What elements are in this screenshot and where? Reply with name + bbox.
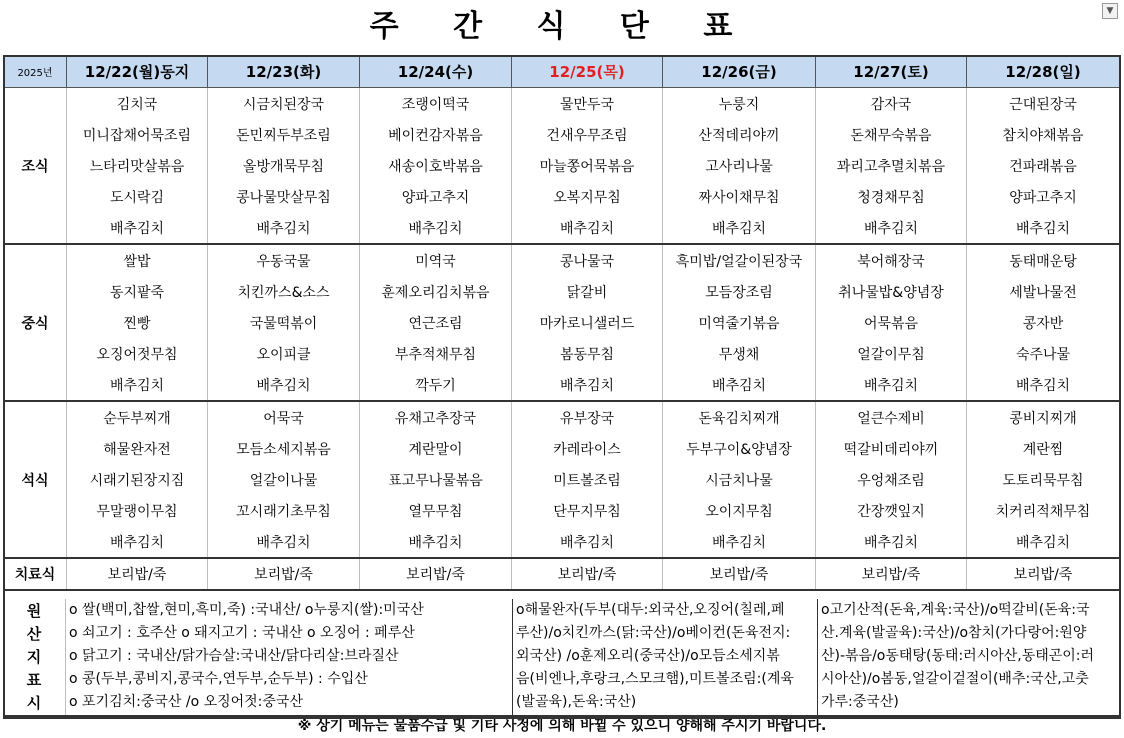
menu-cell: 조랭이떡국	[360, 88, 512, 120]
menu-cell: 고사리나물	[663, 150, 816, 181]
header-row	[4, 56, 1120, 88]
day-header: 12/24(수)	[360, 56, 512, 88]
origin-col-2	[513, 599, 818, 715]
menu-cell: 미역국	[360, 244, 512, 276]
menu-cell: 무말랭이무침	[67, 495, 208, 526]
menu-cell: 근대된장국	[967, 88, 1120, 120]
menu-cell: 시금치나물	[663, 464, 816, 495]
menu-cell: 해물완자전	[67, 433, 208, 464]
origin-line: 외국산) /o훈제오리(중국산)/o모듬소세지볶	[516, 648, 780, 664]
table-row	[4, 495, 1120, 526]
menu-cell: 시금치된장국	[208, 88, 360, 120]
origin-line: 음(비엔나,후랑크,스모크햄),미트볼조림:(계육	[516, 671, 794, 687]
menu-cell: 북어해장국	[816, 244, 967, 276]
therapy-row	[4, 558, 1120, 590]
menu-cell: 어묵국	[208, 401, 360, 433]
menu-cell: 건파래볶음	[967, 150, 1120, 181]
menu-cell: 부추적채무침	[360, 338, 512, 369]
menu-cell: 보리밥/죽	[967, 558, 1120, 590]
menu-cell: 콩자반	[967, 307, 1120, 338]
menu-cell: 보리밥/죽	[816, 558, 967, 590]
menu-cell: 시래기된장지짐	[67, 464, 208, 495]
menu-cell: 배추김치	[967, 369, 1120, 401]
menu-cell: 참치야채볶음	[967, 119, 1120, 150]
menu-cell: 카레라이스	[512, 433, 663, 464]
menu-cell: 보리밥/죽	[663, 558, 816, 590]
menu-cell: 배추김치	[67, 369, 208, 401]
menu-cell: 치킨까스&소스	[208, 276, 360, 307]
menu-cell: 돈민찌두부조림	[208, 119, 360, 150]
menu-cell: 우동국물	[208, 244, 360, 276]
menu-cell: 무생채	[663, 338, 816, 369]
menu-cell: 보리밥/죽	[512, 558, 663, 590]
menu-cell: 순두부찌개	[67, 401, 208, 433]
menu-cell: 취나물밥&양념장	[816, 276, 967, 307]
menu-cell: 돈육김치찌개	[663, 401, 816, 433]
origin-line: 산)-볶음/o동태탕(동태:러시아산,동태곤이:러	[821, 648, 1095, 664]
menu-cell: 감자국	[816, 88, 967, 120]
menu-cell: 배추김치	[663, 212, 816, 244]
table-row	[4, 150, 1120, 181]
menu-cell: 배추김치	[512, 526, 663, 558]
menu-cell: 배추김치	[967, 212, 1120, 244]
menu-cell: 봄동무침	[512, 338, 663, 369]
menu-cell: 치커리적채무침	[967, 495, 1120, 526]
menu-cell: 세발나물전	[967, 276, 1120, 307]
menu-cell: 국물떡볶이	[208, 307, 360, 338]
table-row	[4, 212, 1120, 244]
menu-cell: 닭갈비	[512, 276, 663, 307]
menu-cell: 미트볼조림	[512, 464, 663, 495]
menu-cell: 계란말이	[360, 433, 512, 464]
menu-cell: 보리밥/죽	[360, 558, 512, 590]
menu-cell: 유부장국	[512, 401, 663, 433]
table-row	[4, 369, 1120, 401]
table-row	[4, 276, 1120, 307]
table-row	[4, 526, 1120, 558]
meal-label-lunch: 중식	[4, 244, 67, 401]
origin-section	[3, 599, 1119, 717]
menu-cell: 건새우무조림	[512, 119, 663, 150]
menu-cell: 청경채무침	[816, 181, 967, 212]
menu-cell: 콩나물국	[512, 244, 663, 276]
menu-cell: 도토리묵무침	[967, 464, 1120, 495]
menu-cell: 표고무나물볶음	[360, 464, 512, 495]
menu-cell: 콩비지찌개	[967, 401, 1120, 433]
day-header: 12/28(일)	[967, 56, 1120, 88]
menu-cell: 짜사이채무침	[663, 181, 816, 212]
menu-cell: 오이피클	[208, 338, 360, 369]
menu-cell: 얼갈이무침	[816, 338, 967, 369]
origin-col-3	[818, 599, 1119, 715]
menu-cell: 배추김치	[816, 526, 967, 558]
menu-cell: 깍두기	[360, 369, 512, 401]
origin-line: 산.계육(발골육):국산)/o참치(가다랑어:원양	[821, 625, 1087, 641]
menu-cell: 배추김치	[67, 526, 208, 558]
menu-cell: 마늘쫑어묵볶음	[512, 150, 663, 181]
day-header: 12/22(월)동지	[67, 56, 208, 88]
menu-cell: 배추김치	[67, 212, 208, 244]
origin-col-1	[66, 599, 513, 715]
origin-line: o해물완자(두부(대두:외국산,오징어(칠레,페	[516, 602, 785, 618]
origin-line: 시아산)/o봄동,얼갈이겉절이(배추:국산,고춧	[821, 671, 1089, 687]
day-header: 12/26(금)	[663, 56, 816, 88]
menu-cell: 배추김치	[816, 369, 967, 401]
menu-cell: 어묵볶음	[816, 307, 967, 338]
meal-label-dinner: 석식	[4, 401, 67, 558]
origin-line: o 쌀(백미,찹쌀,현미,흑미,죽) :국내산/ o누룽지(쌀):미국산	[69, 602, 424, 618]
menu-cell: 산적데리야끼	[663, 119, 816, 150]
menu-cell: 배추김치	[512, 369, 663, 401]
menu-cell: 흑미밥/얼갈이된장국	[663, 244, 816, 276]
menu-cell: 도시락김	[67, 181, 208, 212]
table-row	[4, 401, 1120, 433]
menu-cell: 보리밥/죽	[208, 558, 360, 590]
menu-cell: 쌀밥	[67, 244, 208, 276]
meal-label-therapy: 치료식	[4, 558, 67, 590]
menu-cell: 베이컨감자볶음	[360, 119, 512, 150]
menu-table	[3, 55, 1120, 591]
menu-cell: 오이지무침	[663, 495, 816, 526]
menu-cell: 모듬장조림	[663, 276, 816, 307]
origin-line: o 쇠고기 : 호주산 o 돼지고기 : 국내산 o 오징어 : 페루산	[69, 625, 415, 641]
menu-cell: 마카로니샐러드	[512, 307, 663, 338]
table-row	[4, 307, 1120, 338]
menu-cell: 느타리맛살볶음	[67, 150, 208, 181]
menu-cell: 물만두국	[512, 88, 663, 120]
menu-cell: 동지팥죽	[67, 276, 208, 307]
menu-cell: 배추김치	[208, 212, 360, 244]
table-row	[4, 464, 1120, 495]
origin-line: 루산)/o치킨까스(닭:국산)/o베이컨(돈육전지:	[516, 625, 791, 641]
origin-line: o 닭고기 : 국내산/닭가슴살:국내산/닭다리살:브라질산	[69, 648, 399, 664]
menu-cell: 콩나물맛살무침	[208, 181, 360, 212]
meal-label-breakfast: 조식	[4, 88, 67, 245]
menu-cell: 두부구이&양념장	[663, 433, 816, 464]
menu-cell: 양파고추지	[967, 181, 1120, 212]
origin-line: (발골육),돈육:국산)	[516, 694, 637, 710]
table-row	[4, 88, 1120, 120]
menu-cell: 미니잡채어묵조림	[67, 119, 208, 150]
menu-cell: 훈제오리김치볶음	[360, 276, 512, 307]
menu-cell: 배추김치	[663, 369, 816, 401]
menu-cell: 찐빵	[67, 307, 208, 338]
menu-cell: 누룽지	[663, 88, 816, 120]
menu-cell: 떡갈비데리야끼	[816, 433, 967, 464]
menu-cell: 꼬시래기초무침	[208, 495, 360, 526]
menu-cell: 얼큰수제비	[816, 401, 967, 433]
origin-line: o 포기김치:중국산 /o 오징어젓:중국산	[69, 694, 303, 710]
notice-text: ※ 상기 메뉴는 물품수급 및 기타 사정에 의해 바뀔 수 있으니 양해해 주시기 바랍니다.	[297, 718, 827, 734]
table-row	[4, 244, 1120, 276]
menu-cell: 숙주나물	[967, 338, 1120, 369]
menu-cell: 오복지무침	[512, 181, 663, 212]
chevron-down-icon[interactable]: ▼	[1102, 3, 1118, 19]
menu-cell: 배추김치	[208, 369, 360, 401]
menu-cell: 미역줄기볶음	[663, 307, 816, 338]
menu-cell: 배추김치	[816, 212, 967, 244]
menu-cell: 열무무침	[360, 495, 512, 526]
origin-label: 원산지표시	[3, 599, 66, 715]
menu-cell: 오징어젓무침	[67, 338, 208, 369]
origin-line: o고기산적(돈육,계육:국산)/o떡갈비(돈육:국	[821, 602, 1090, 618]
menu-cell: 유채고추장국	[360, 401, 512, 433]
menu-cell: 단무지무침	[512, 495, 663, 526]
day-header: 12/27(토)	[816, 56, 967, 88]
menu-cell: 배추김치	[663, 526, 816, 558]
menu-cell: 배추김치	[360, 212, 512, 244]
menu-cell: 배추김치	[967, 526, 1120, 558]
table-row	[4, 181, 1120, 212]
menu-cell: 올방개묵무침	[208, 150, 360, 181]
menu-cell: 간장깻잎지	[816, 495, 967, 526]
menu-cell: 배추김치	[360, 526, 512, 558]
menu-cell: 김치국	[67, 88, 208, 120]
menu-cell: 보리밥/죽	[67, 558, 208, 590]
menu-cell: 계란찜	[967, 433, 1120, 464]
menu-cell: 얼갈이나물	[208, 464, 360, 495]
table-row	[4, 338, 1120, 369]
menu-cell: 모듬소세지볶음	[208, 433, 360, 464]
menu-cell: 연근조림	[360, 307, 512, 338]
menu-cell: 양파고추지	[360, 181, 512, 212]
menu-cell: 배추김치	[512, 212, 663, 244]
origin-line: 가루:중국산)	[821, 694, 899, 710]
origin-line: o 콩(두부,콩비지,콩국수,연두부,순두부) : 수입산	[69, 671, 368, 687]
menu-cell: 배추김치	[208, 526, 360, 558]
menu-cell: 동태매운탕	[967, 244, 1120, 276]
menu-cell: 우엉채조림	[816, 464, 967, 495]
table-row	[4, 119, 1120, 150]
menu-cell: 꽈리고추멸치볶음	[816, 150, 967, 181]
year-cell: 2025년	[4, 56, 67, 88]
page-title: 주 간 식 단 표	[369, 9, 755, 44]
table-row	[4, 433, 1120, 464]
day-header: 12/25(목)	[512, 56, 663, 88]
menu-cell: 새송이호박볶음	[360, 150, 512, 181]
day-header: 12/23(화)	[208, 56, 360, 88]
menu-cell: 돈채무숙볶음	[816, 119, 967, 150]
